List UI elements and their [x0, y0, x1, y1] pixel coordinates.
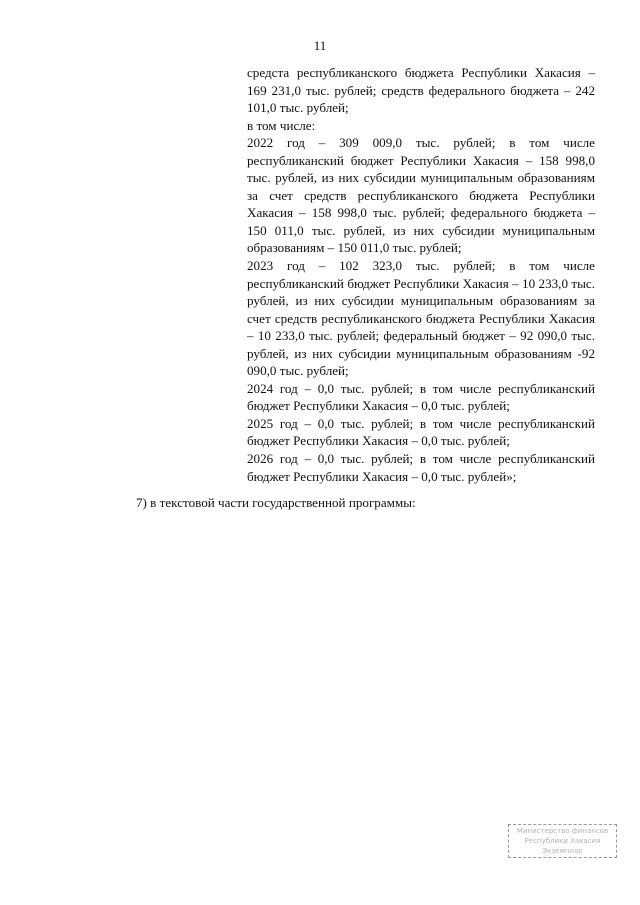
registration-stamp	[508, 824, 617, 858]
including-label: в том числе:	[247, 117, 316, 133]
year-2023-paragraph: 2023 год – 102 323,0 тыс. рублей; в том числе республиканский бюджет Республики Хакасия – 10 233,0 тыс. рублей, из них субсидии муниципальным образованиям за счет средств республиканского бюджета Республики Хакасия – 10 233,0 тыс. рублей; федеральный бюджет – 92 090,0 тыс. рублей, из них субсидии муниципальным образованиям -92 090,0 тыс. рублей;	[247, 258, 595, 379]
year-2024-paragraph: 2024 год – 0,0 тыс. рублей; в том числе республиканский бюджет Республики Хакасия – 0,0 тыс. рублей;	[247, 380, 595, 414]
year-2026-paragraph: 2026 год – 0,0 тыс. рублей; в том числе республиканский бюджет Республики Хакасия – 0,0 тыс. рублей»;	[247, 451, 595, 484]
item-seven-heading: 7) в текстовой части государственной программы:	[136, 495, 416, 510]
stamp-line: Министерство финансов	[516, 827, 609, 835]
funding-sources-paragraph: средста республиканского бюджета Республики Хакасия – 169 231,0 тыс. рублей; средств федерального бюджета – 242 101,0 тыс. рублей;	[247, 65, 595, 116]
stamp-line: Республики Хакасия	[524, 837, 601, 845]
page-number: 11	[313, 38, 327, 53]
body-text-block	[247, 64, 595, 485]
stamp-line: Экземпляр	[542, 847, 583, 855]
year-2022-paragraph: 2022 год – 309 009,0 тыс. рублей; в том числе республиканский бюджет Республики Хакасия – 158 998,0 тыс. рублей, из них субсидии муниципальным образованиям за счет средств республиканского бюджета Республики Хакасия – 158 998,0 тыс. рублей; федерального бюджета – 150 011,0 тыс. рублей, из них субсидии муниципальным образованиям – 150 011,0 тыс. рублей;	[247, 135, 595, 256]
year-2025-paragraph: 2025 год – 0,0 тыс. рублей; в том числе республиканский бюджет Республики Хакасия – 0,0 тыс. рублей;	[247, 415, 595, 449]
